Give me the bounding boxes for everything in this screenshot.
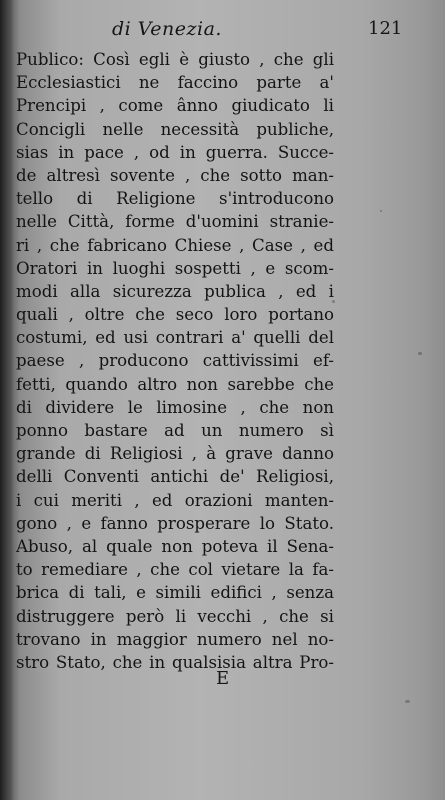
text-line: de altresì sovente , che sotto man- bbox=[16, 165, 334, 185]
text-line: ponno bastare ad un numero sì bbox=[16, 421, 334, 440]
text-line: brica di tali, e simili edifici , senza bbox=[16, 583, 334, 603]
page-number: 121 bbox=[368, 18, 403, 39]
text-line: sias in pace , od in guerra. Succe- bbox=[16, 142, 334, 162]
paper-speck bbox=[405, 700, 410, 703]
signature-mark: E bbox=[216, 668, 230, 689]
text-line: di dividere le limosine , che non bbox=[16, 397, 334, 417]
text-line: Publico: Così egli è giusto , che gli bbox=[16, 50, 334, 69]
text-line: Oratori in luoghi sospetti , e scom- bbox=[16, 258, 334, 278]
body-text bbox=[16, 48, 334, 674]
text-line: nelle Città, forme d'uomini stranie- bbox=[16, 212, 334, 232]
paper-speck bbox=[380, 210, 382, 212]
text-line: ri , che fabricano Chiese , Case , ed bbox=[16, 235, 334, 255]
book-gutter-shadow bbox=[0, 0, 14, 800]
text-line: gono , e fanno prosperare lo Stato. bbox=[16, 513, 334, 533]
text-line: grande di Religiosi , à grave danno bbox=[16, 444, 334, 464]
text-line: Abuso, al quale non poteva il Sena- bbox=[16, 536, 334, 556]
text-line: stro Stato, che in qualsisia altra Pro- bbox=[16, 652, 334, 672]
text-line: paese , producono cattivissimi ef- bbox=[16, 351, 334, 371]
text-line: fetti, quando altro non sarebbe che bbox=[16, 374, 334, 394]
running-head: di Venezia. bbox=[112, 18, 222, 40]
text-line: i cui meriti , ed orazioni manten- bbox=[16, 490, 334, 510]
text-line: costumi, ed usi contrari a' quelli del bbox=[16, 328, 334, 348]
text-line: to remediare , che col vietare la fa- bbox=[16, 560, 334, 580]
page-header bbox=[0, 18, 445, 42]
text-line: Ecclesiastici ne faccino parte a' bbox=[16, 73, 334, 93]
paper-speck bbox=[418, 352, 422, 355]
text-line: tello di Religione s'introducono bbox=[16, 189, 334, 209]
text-line: Concigli nelle necessità publiche, bbox=[16, 119, 334, 139]
text-line: quali , oltre che seco loro portano bbox=[16, 305, 334, 325]
text-line: trovano in maggior numero nel no- bbox=[16, 629, 334, 649]
text-line: delli Conventi antichi de' Religiosi, bbox=[16, 467, 334, 487]
text-line: Prencipi , come ânno giudicato li bbox=[16, 96, 334, 116]
text-line: distruggere però li vecchi , che si bbox=[16, 606, 334, 626]
text-line: modi alla sicurezza publica , ed i bbox=[16, 281, 334, 301]
